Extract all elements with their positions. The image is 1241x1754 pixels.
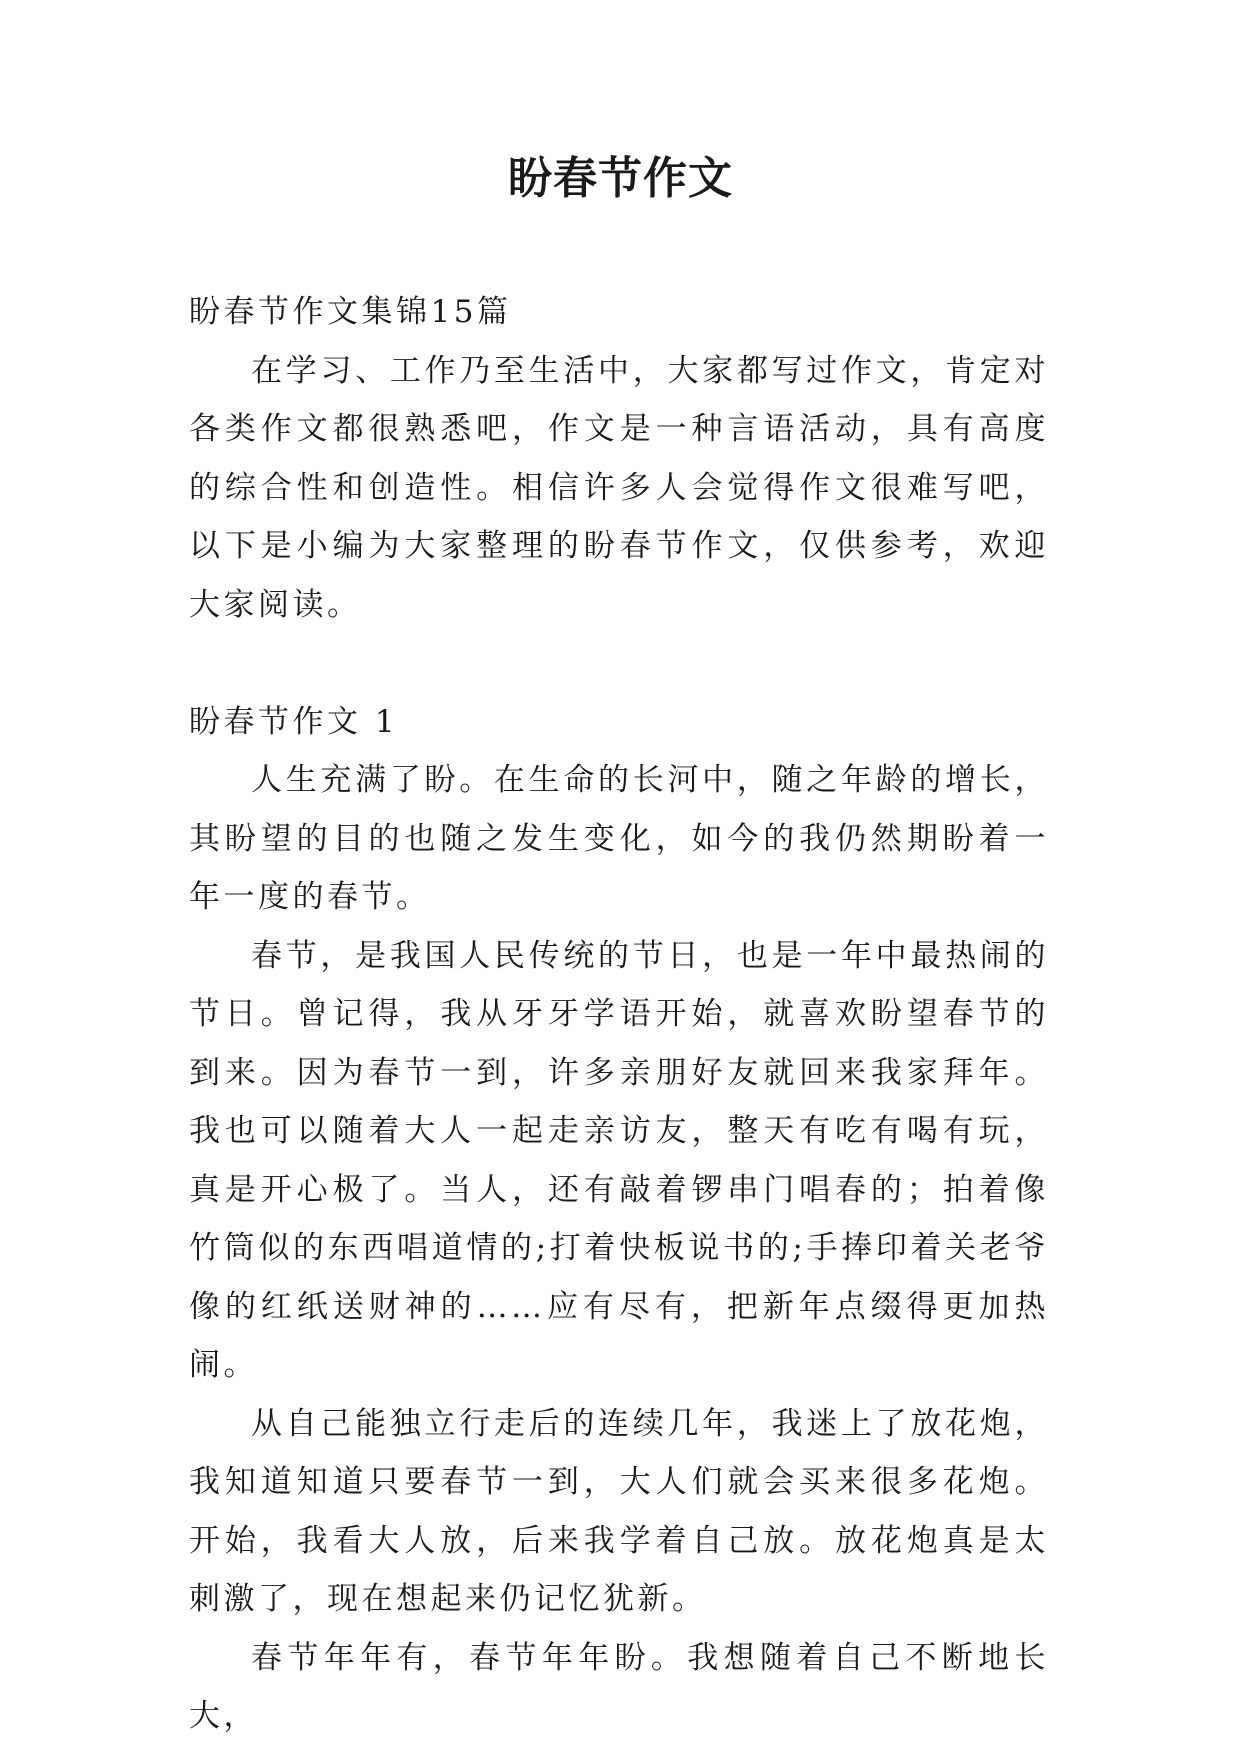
essay-paragraph: 人生充满了盼。在生命的长河中，随之年龄的增长，其盼望的目的也随之发生变化，如今的我仍然期盼着一年一度的春节。 xyxy=(189,762,1049,915)
document-title: 盼春节作文 xyxy=(508,153,733,204)
essay-paragraph: 春节年年有，春节年年盼。我想随着自己不断地长大， xyxy=(189,1639,1049,1734)
essay-paragraph: 春节，是我国人民传统的节日，也是一年中最热闹的节日。曾记得，我从牙牙学语开始，就喜欢盼望春节的到来。因为春节一到，许多亲朋好友就回来我家拜年。我也可以随着大人一起走亲访友，整天有吃有喝有玩，真是开心极了。当人，还有敲着锣串门唱春的；拍着像竹筒似的东西唱道情的;打着快板说书的;手捧印着关老爷像的红纸送财神的……应有尽有，把新年点缀得更加热闹。 xyxy=(189,937,1049,1383)
intro-paragraph: 在学习、工作乃至生活中，大家都写过作文，肯定对各类作文都很熟悉吧，作文是一种言语活动，具有高度的综合性和创造性。相信许多人会觉得作文很难写吧，以下是小编为大家整理的盼春节作文，仅供参考，欢迎大家阅读。 xyxy=(189,352,1049,623)
section-spacer xyxy=(189,634,1049,693)
essay-paragraph: 从自己能独立行走后的连续几年，我迷上了放花炮，我知道知道只要春节一到，大人们就会买来很多花炮。开始，我看大人放，后来我学着自己放。放花炮真是太刺激了，现在想起来仍记忆犹新。 xyxy=(189,1405,1049,1617)
document-body xyxy=(189,283,1049,1746)
collection-heading: 盼春节作文集锦15篇 xyxy=(189,294,512,330)
essay-heading: 盼春节作文 1 xyxy=(189,703,399,740)
